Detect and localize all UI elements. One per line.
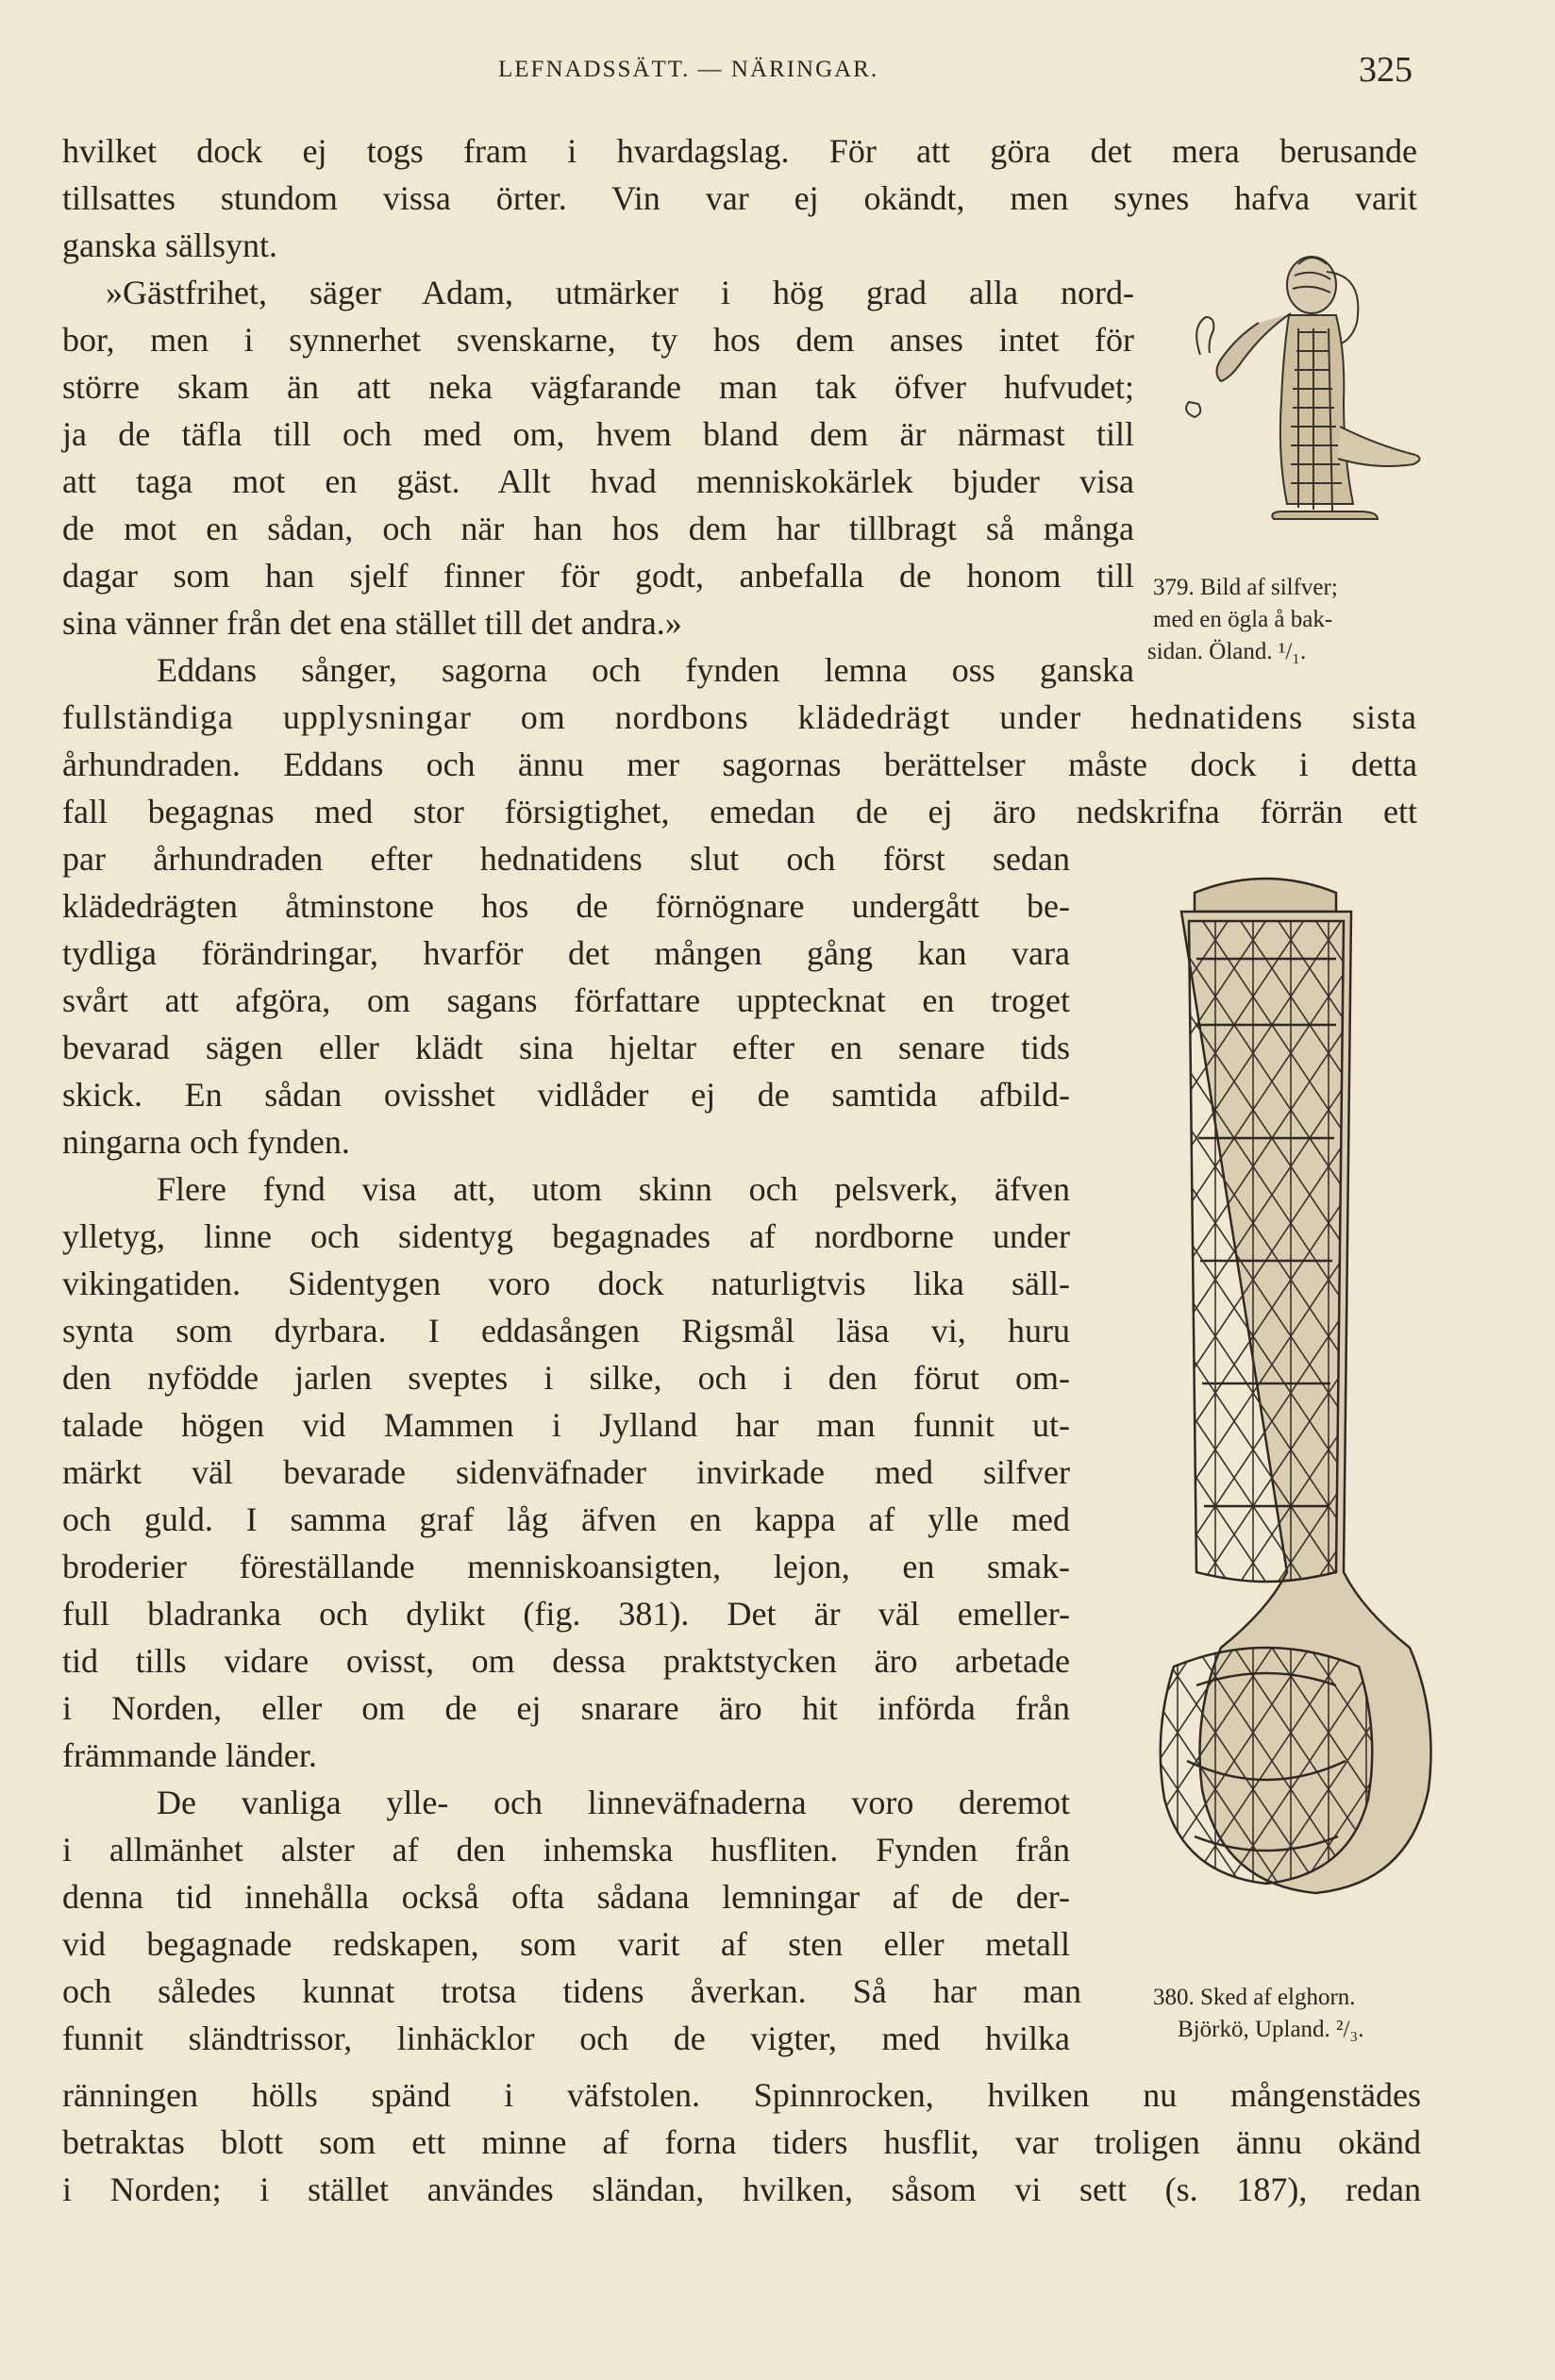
text-line: svårt att afgöra, om sagans författare upptecknat en troget [62,981,1070,1019]
text-line: funnit sländtrissor, linhäcklor och de vigter, med hvilka [62,2020,1070,2057]
figure-379-caption-line: 379. Bild af silfver; [1153,575,1338,600]
text-line: ja de täfla till och med om, hvem bland dem är närmast till [62,415,1134,453]
antler-spoon-icon [1083,855,1432,1987]
text-line: Eddans sånger, sagorna och fynden lemna oss ganska [157,651,1134,689]
text-line: fullständiga upplysningar om nordbons klädedrägt under hednatidens sista [62,698,1417,736]
text-line: betraktas blott som ett minne af forna tiders husflit, var troligen ännu okänd [62,2123,1421,2161]
text-line: ganska sällsynt. [62,226,277,264]
text-line: skick. En sådan ovisshet vidlåder ej de samtida afbild- [62,1076,1070,1114]
text-line: den nyfödde jarlen sveptes i silke, och i den förut om- [62,1359,1070,1397]
text-line: och guld. I samma graf låg äfven en kappa af ylle med [62,1500,1070,1538]
text-line: denna tid innehålla också ofta sådana lemningar af de der- [62,1878,1070,1916]
text-line: tydliga förändringar, hvarför det mången gång kan vara [62,934,1070,972]
text-line: hvilket dock ej togs fram i hvardagslag. För att göra det mera berusande [62,132,1417,170]
text-line: bor, men i synnerhet svenskarne, ty hos dem anses intet för [62,321,1134,359]
text-line: bevarad sägen eller klädt sina hjeltar efter en senare tids [62,1029,1070,1066]
text-line: talade högen vid Mammen i Jylland har man funnit ut- [62,1406,1070,1444]
text-line: de mot en sådan, och när han hos dem har tillbragt så många [62,510,1134,547]
figure-379-caption-line: med en ögla å bak- [1153,607,1333,632]
figure-380 [1083,855,1432,1987]
figure-380-caption-line: 380. Sked af elghorn. [1153,1985,1356,2010]
text-line: att taga mot en gäst. Allt hvad menniskokärlek bjuder visa [62,462,1134,500]
text-line: tid tills vidare ovisst, om dessa praktstycken äro arbetade [62,1642,1070,1680]
text-line: vid begagnade redskapen, som varit af sten eller metall [62,1925,1070,1963]
text-line: full bladranka och dylikt (fig. 381). Det är väl emeller- [62,1595,1070,1633]
silver-figurine-icon [1166,238,1430,559]
text-line: i allmänhet alster af den inhemska husfliten. Fynden från [62,1831,1070,1869]
text-line: synta som dyrbara. I eddasången Rigsmål läsa vi, huru [62,1312,1070,1349]
text-line: fall begagnas med stor försigtighet, emedan de ej äro nedskrifna förrän ett [62,793,1417,830]
text-line: märkt väl bevarade sidenväfnader invirkade med silfver [62,1453,1070,1491]
text-line: Flere fynd visa att, utom skinn och pelsverk, äfven [157,1170,1070,1208]
text-line: århundraden. Eddans och ännu mer sagornas berättelser måste dock i detta [62,746,1417,783]
figure-379 [1166,238,1430,559]
text-line: De vanliga ylle- och linneväfnaderna voro deremot [157,1784,1070,1821]
text-line: större skam än att neka vägfarande man tak öfver hufvudet; [62,368,1134,406]
text-line: i Norden, eller om de ej snarare äro hit införda från [62,1689,1070,1727]
figure-379-caption-line: sidan. Öland. ¹/₁. [1147,639,1307,664]
running-head [0,49,1555,96]
text-line: klädedrägten åtminstone hos de förnögnare undergått be- [62,887,1070,925]
text-line: och således kunnat trotsa tidens åverkan. Så har man [62,1972,1081,2010]
text-line: par århundraden efter hednatidens slut och först sedan [62,840,1070,878]
text-line: i Norden; i stället användes sländan, hvilken, såsom vi sett (s. 187), redan [62,2170,1421,2208]
text-line: ningarna och fynden. [62,1123,350,1161]
text-line: sina vänner från det ena stället till det andra.» [62,604,682,642]
figure-380-caption-line: Björkö, Upland. ²/₃. [1178,2017,1364,2042]
text-line: dagar som han sjelf finner för godt, anbefalla de honom till [62,557,1134,595]
text-line: tillsattes stundom vissa örter. Vin var ej okändt, men synes hafva varit [62,179,1417,217]
text-line: främmande länder. [62,1736,317,1774]
text-line: vikingatiden. Sidentygen voro dock naturligtvis lika säll- [62,1265,1070,1302]
text-line: ylletyg, linne och sidentyg begagnades af nordborne under [62,1217,1070,1255]
text-line: ränningen hölls spänd i väfstolen. Spinnrocken, hvilken nu mångenstädes [62,2076,1421,2114]
text-line: broderier föreställande menniskoansigten, lejon, en smak- [62,1548,1070,1585]
text-line: »Gästfrihet, säger Adam, utmärker i hög grad alla nord- [106,274,1134,311]
page-number: 325 [1359,50,1413,90]
running-title: LEFNADSSÄTT. — NÄRINGAR. [498,57,879,82]
